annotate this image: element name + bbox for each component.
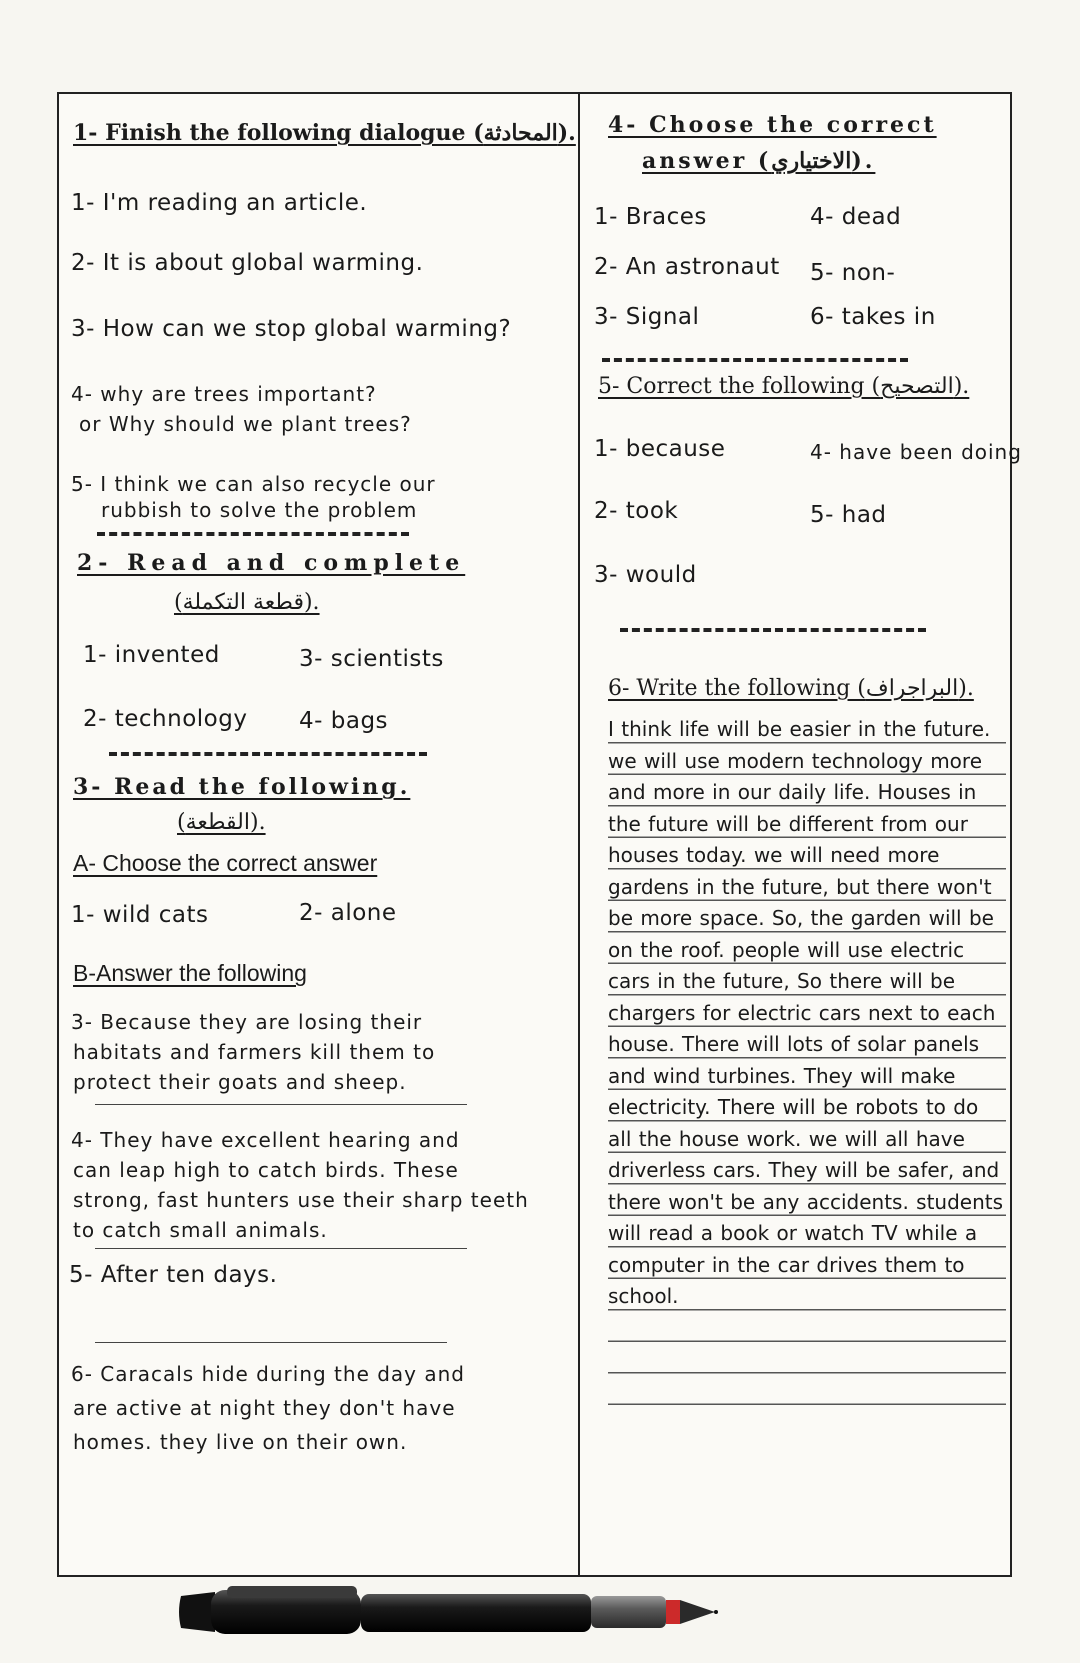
- section4-answer-6: 6- takes in: [810, 304, 936, 330]
- section5-heading: 5- Correct the following (التصحيح).: [598, 374, 970, 399]
- pen-image: [175, 1582, 720, 1644]
- section4-answer-2: 2- An astronaut: [594, 254, 780, 280]
- section3-b-answer-6: 6- Caracals hide during the day and: [71, 1362, 466, 1386]
- section4-answer-4: 4- dead: [810, 204, 902, 230]
- section3-a-answer-2: 2- alone: [299, 900, 397, 926]
- section2-answer-2: 2- technology: [83, 706, 248, 732]
- section3-heading: 3- Read the following.: [73, 774, 411, 800]
- section2-answer-4: 4- bags: [299, 708, 389, 734]
- worksheet: [57, 92, 1022, 1577]
- section3-b-answer-3: 3- Because they are losing their: [71, 1010, 423, 1034]
- section6-paragraph: I think life will be easier in the future. we will use modern technology more and more in our daily life. Houses in the future will be different from our houses today. we will need more gardens in the future, but there won't be more space. So, the garden will be on the roof. people will use electric cars in the future, So there will be chargers for electric cars next to each house. There will lots of solar panels and wind turbines. They will make electricity. There will be robots to do all the house work. we will all have driverless cars. They will be safer, and there won't be any accidents. students will read a book or watch TV while a computer in the car drives them to school.: [608, 714, 1006, 1414]
- section1-heading: 1- Finish the following dialogue (المحادثة).: [73, 120, 576, 146]
- section3-a-answer-1: 1- wild cats: [71, 902, 209, 928]
- section4-divider: [602, 358, 908, 362]
- section3-b-answer-3-cont2: protect their goats and sheep.: [73, 1070, 407, 1094]
- section5-answer-3: 3- would: [594, 562, 697, 588]
- section3-b-answer-4-cont: can leap high to catch birds. These: [73, 1158, 459, 1182]
- section5-answer-5: 5- had: [810, 502, 887, 528]
- section2-heading: 2- Read and complete: [77, 550, 466, 576]
- section4-answer-5: 5- non-: [810, 260, 896, 286]
- answer-line: [95, 1248, 467, 1249]
- section3-b-answer-3-cont: habitats and farmers kill them to: [73, 1040, 436, 1064]
- section3-part-a: A- Choose the correct answer: [73, 850, 378, 876]
- section5-answer-1: 1- because: [594, 436, 726, 462]
- section2-subheading: (قطعة التكملة).: [174, 590, 320, 615]
- section1-divider: [97, 532, 409, 536]
- answer-line: [95, 1104, 467, 1105]
- section4-heading-cont: answer (الاختياري).: [642, 148, 876, 174]
- section3-b-answer-4-cont3: to catch small animals.: [73, 1218, 328, 1242]
- section3-subheading: (القطعة).: [177, 810, 266, 835]
- section2-divider: [109, 752, 427, 756]
- left-column: [59, 94, 578, 1575]
- section4-heading: 4- Choose the correct: [608, 112, 937, 138]
- section3-b-answer-5: 5- After ten days.: [69, 1262, 278, 1288]
- section3-part-b: B-Answer the following: [73, 960, 307, 986]
- section4-answer-3: 3- Signal: [594, 304, 700, 330]
- section1-answer-4-alt: or Why should we plant trees?: [79, 412, 412, 436]
- section1-answer-1: 1- I'm reading an article.: [71, 190, 368, 216]
- section4-answer-1: 1- Braces: [594, 204, 707, 230]
- section5-answer-2: 2- took: [594, 498, 679, 524]
- section3-b-answer-6-cont2: homes. they live on their own.: [73, 1430, 408, 1454]
- section6-heading: 6- Write the following (البراجراف).: [608, 676, 974, 701]
- section5-answer-4: 4- have been doing: [810, 440, 1022, 464]
- section3-b-answer-6-cont: are active at night they don't have: [73, 1396, 456, 1420]
- section2-answer-1: 1- invented: [83, 642, 220, 668]
- answer-line: [95, 1342, 447, 1343]
- section1-answer-5: 5- I think we can also recycle our: [71, 472, 436, 496]
- section1-answer-5-cont: rubbish to solve the problem: [101, 498, 418, 522]
- section3-b-answer-4: 4- They have excellent hearing and: [71, 1128, 460, 1152]
- section2-answer-3: 3- scientists: [299, 646, 444, 672]
- section1-answer-3: 3- How can we stop global warming?: [71, 316, 512, 342]
- section3-b-answer-4-cont2: strong, fast hunters use their sharp teeth: [73, 1188, 529, 1212]
- section1-answer-4: 4- why are trees important?: [71, 382, 377, 406]
- right-column: [580, 94, 1022, 1575]
- section5-divider: [620, 628, 926, 632]
- section1-answer-2: 2- It is about global warming.: [71, 250, 424, 276]
